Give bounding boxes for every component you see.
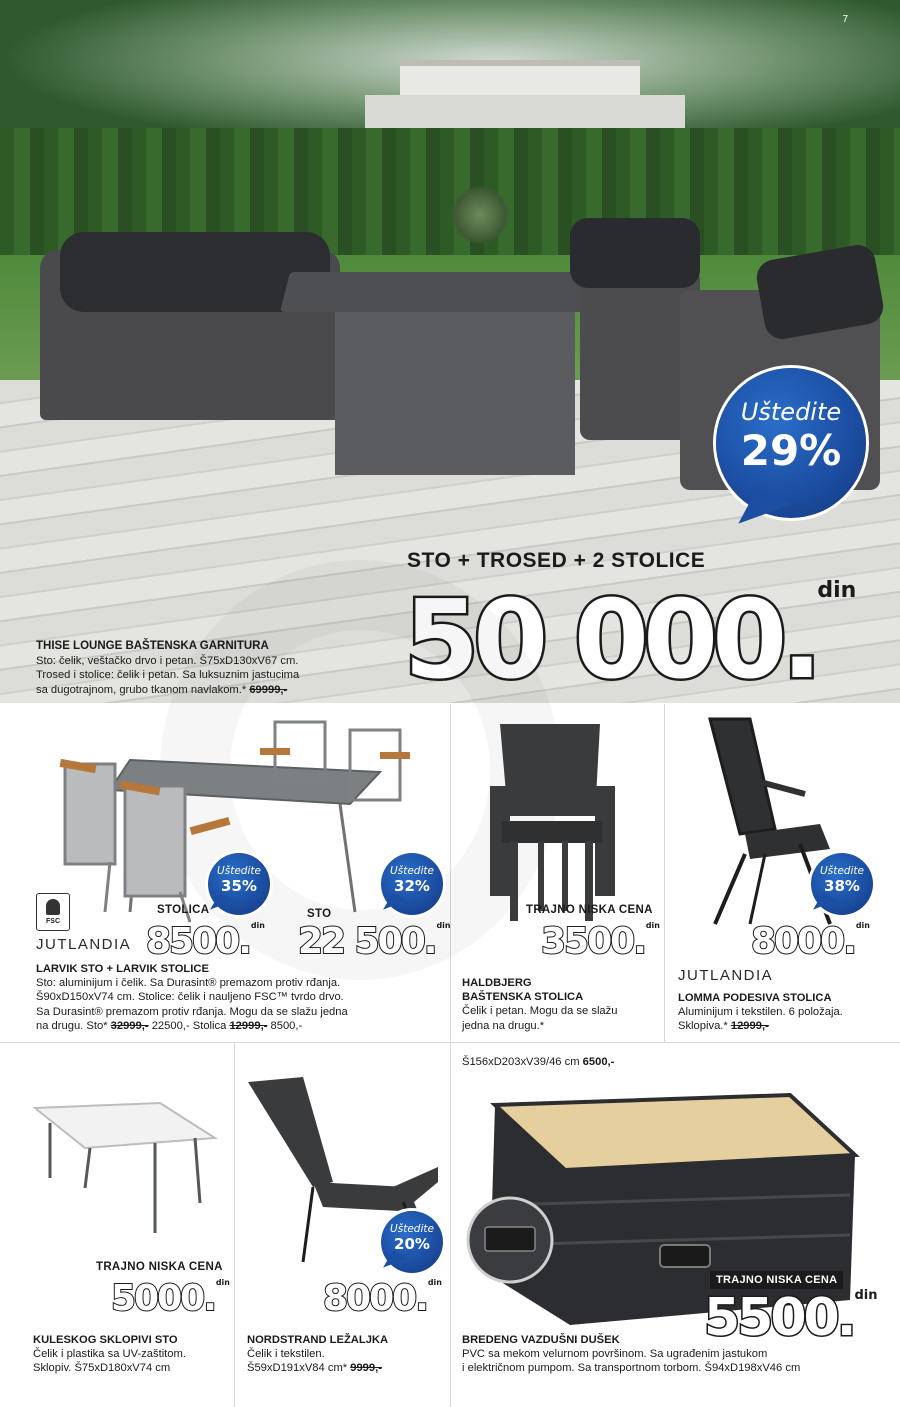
chair-price — [146, 921, 265, 962]
desc-line: Čelik i plastika sa UV-zaštitom. — [33, 1348, 186, 1361]
price-value: 5500. — [704, 1288, 854, 1348]
currency-label: din — [215, 1278, 230, 1287]
desc-line: 8500,- — [267, 1019, 303, 1032]
price-value: 50 000. — [404, 578, 817, 703]
desc-line: na drugu. Sto* — [36, 1019, 111, 1032]
haldbjerg-description — [462, 976, 657, 1033]
desc-line: Sa Durasint® premazom protiv rđanja. Mogu da se slažu jedna — [36, 1005, 348, 1018]
table-base-illustration — [335, 305, 575, 475]
fsc-logo: FSC — [36, 893, 70, 931]
currency-label: din — [436, 921, 451, 930]
divider — [234, 1042, 235, 1407]
price-value: 8500. — [146, 921, 250, 962]
desc-line: i električnom pumpom. Sa transportnom torbom. Š94xD198xV46 cm — [462, 1362, 801, 1375]
savings-label: Uštedite — [820, 865, 864, 877]
bredeng-size-line — [462, 1055, 762, 1069]
hero-savings-badge — [716, 368, 866, 518]
desc-line: Š59xD191xV84 cm* — [247, 1362, 351, 1375]
kuleskog-price — [111, 1278, 230, 1319]
savings-percent: 20% — [394, 1235, 430, 1253]
desc-line: Š90xD150xV74 cm. Stolice: čelik i nauljeno FSC™ tvrdo drvo. — [36, 991, 344, 1004]
savings-label: Uštedite — [390, 1223, 434, 1235]
currency-label: din — [855, 921, 870, 930]
old-price: 12999,- — [730, 1020, 769, 1033]
permanent-low-price-label: TRAJNO NISKA CENA — [710, 1271, 843, 1289]
lomma-savings-badge — [811, 853, 873, 915]
savings-label: Uštedite — [740, 398, 842, 426]
brand-logo: JUTLANDIA — [678, 967, 774, 984]
table-label: STO — [307, 908, 332, 920]
old-price: 32999,- — [110, 1019, 149, 1032]
savings-percent: 38% — [824, 877, 860, 895]
savings-label: Uštedite — [390, 865, 434, 877]
haldbjerg-chair-illustration — [480, 716, 630, 931]
savings-percent: 35% — [221, 877, 257, 895]
desc-line: Sto: aluminijum i čelik. Sa Durasint® premazom protiv rđanja. — [36, 977, 341, 990]
hero-price — [404, 578, 856, 703]
product-name: BREDENG VAZDUŠNI DUŠEK — [462, 1334, 620, 1346]
table-savings-badge — [381, 853, 443, 915]
hero-heading: STO + TROSED + 2 STOLICE — [407, 549, 706, 572]
product-name: LOMMA PODESIVA STOLICA — [678, 992, 832, 1004]
larvik-description — [36, 962, 446, 1033]
currency-label: din — [817, 578, 857, 603]
divider — [664, 704, 665, 1042]
nordstrand-price — [323, 1278, 442, 1319]
old-price: 69999,- — [249, 683, 288, 696]
product-name: NORDSTRAND LEŽALJKA — [247, 1334, 389, 1346]
nordstrand-savings-badge — [381, 1211, 443, 1273]
desc-line: Čelik i tekstilen. — [247, 1348, 325, 1361]
desc-line: PVC sa mekom velurnom površinom. Sa ugrađenim jastukom — [462, 1348, 768, 1361]
currency-label: din — [250, 921, 265, 930]
price-value: 22 500. — [298, 921, 436, 962]
price-value: 5000. — [111, 1278, 215, 1319]
divider — [450, 704, 451, 1042]
permanent-low-price-label: TRAJNO NISKA CENA — [96, 1261, 223, 1273]
armchair-cushion-illustration — [570, 218, 700, 288]
currency-label: din — [854, 1288, 878, 1303]
desc-line: jedna na drugu.* — [462, 1019, 545, 1032]
table-top-illustration — [280, 272, 620, 312]
product-name: KULESKOG SKLOPIVI STO — [33, 1334, 178, 1346]
desc-line: Sto: čelik, veštačko drvo i petan. Š75xD130xV67 cm. — [36, 654, 299, 667]
old-price: 9999,- — [350, 1362, 382, 1375]
desc-line: Aluminijum i tekstilen. 6 položaja. — [678, 1006, 843, 1019]
kuleskog-table-illustration — [30, 1098, 220, 1238]
currency-label: din — [645, 921, 660, 930]
product-name: BAŠTENSKA STOLICA — [462, 991, 584, 1004]
lomma-price — [751, 921, 870, 962]
lomma-description — [678, 991, 893, 1034]
product-name: LARVIK STO + LARVIK STOLICE — [36, 963, 209, 975]
price-value: 8000. — [751, 921, 855, 962]
savings-percent: 29% — [740, 426, 842, 475]
page-number: 7 — [842, 14, 848, 25]
currency-label: din — [427, 1278, 442, 1287]
desc-line: sa dugotrajnom, grubo tkanom navlakom.* — [36, 683, 250, 696]
table-price — [298, 921, 450, 962]
price-value: 8000. — [323, 1278, 427, 1319]
price-value: 3500. — [541, 921, 645, 962]
desc-line: Trosed i stolice: čelik i petan. Sa luksuznim jastucima — [36, 669, 300, 681]
savings-percent: 32% — [394, 877, 430, 895]
desc-line: Sklopiv. Š75xD180xV74 cm — [33, 1362, 171, 1375]
permanent-low-price-label: TRAJNO NISKA CENA — [526, 904, 653, 916]
size-price: 6500,- — [582, 1056, 615, 1068]
brand-logo: JUTLANDIA — [36, 936, 132, 953]
chair-label: STOLICA — [157, 904, 210, 916]
size-text: Š156xD203xV39/46 cm — [462, 1056, 583, 1068]
desc-line: 22500,- Stolica — [148, 1019, 230, 1032]
hero-description — [36, 639, 366, 697]
nordstrand-description — [247, 1333, 447, 1376]
savings-label: Uštedite — [217, 865, 261, 877]
bredeng-description — [462, 1333, 892, 1376]
desc-line: Sklopiva.* — [678, 1020, 731, 1033]
desc-line: Čelik i petan. Mogu da se slažu — [462, 1005, 618, 1018]
product-name: THISE LOUNGE BAŠTENSKA GARNITURA — [36, 640, 269, 652]
chair-savings-badge — [208, 853, 270, 915]
product-name: HALDBJERG — [462, 977, 532, 989]
plant-illustration — [450, 185, 510, 245]
haldbjerg-price — [541, 921, 660, 962]
old-price: 12999,- — [229, 1019, 268, 1032]
divider — [450, 1042, 451, 1407]
kuleskog-description — [33, 1333, 233, 1376]
